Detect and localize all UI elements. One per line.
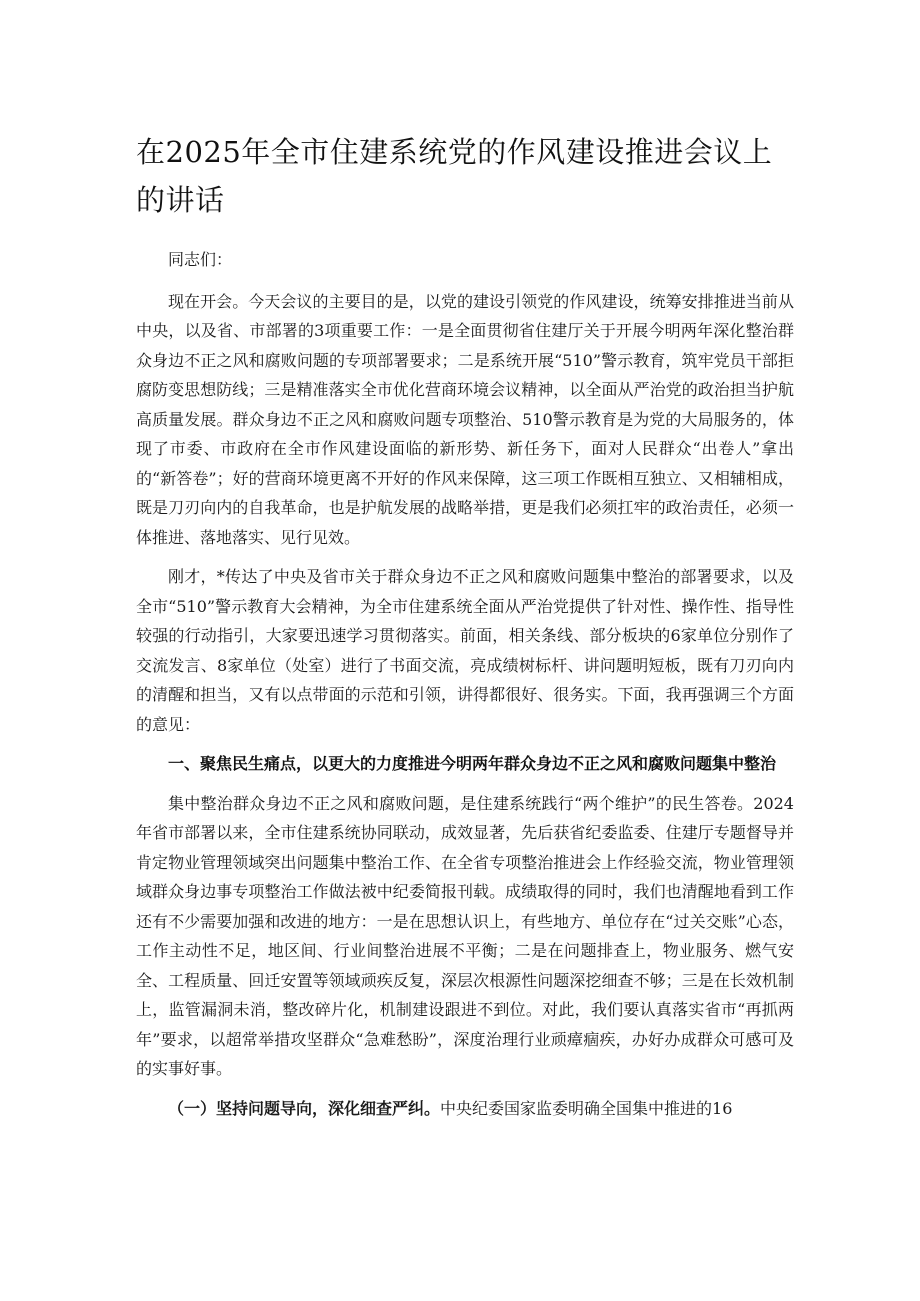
paragraph-section-1: 集中整治群众身边不正之风和腐败问题，是住建系统践行“两个维护”的民生答卷。2024年省市部署以来，全市住建系统协同联动，成效显著，先后获省纪委监委、住建厅专题督导并肯定物业管理领域突出问题集中整治工作、在全省专项整治推进会上作经验交流，物业管理领域群众身边事专项整治工作做法被中纪委简报刊载。成绩取得的同时，我们也清醒地看到工作还有不少需要加强和改进的地方：一是在思想认识上，有些地方、单位存在“过关交账”心态，工作主动性不足，地区间、行业间整治进展不平衡；二是在问题排查上，物业服务、燃气安全、工程质量、回迁安置等领域顽疾反复，深层次根源性问题深挖细查不够；三是在长效机制上，监管漏洞未消，整改碎片化，机制建设跟进不到位。对此，我们要认真落实省市“再抓两年”要求，以超常举措攻坚群众“急难愁盼”，深度治理行业顽瘴痼疾，办好办成群众可感可及的实事好事。 [136,793,794,1078]
subsection-heading-1: （一）坚持问题导向，深化细查严纠。 [168,1098,441,1118]
salutation: 同志们： [168,250,233,269]
paragraph-review: 刚才，*传达了中央及省市关于群众身边不正之风和腐败问题集中整治的部署要求，以及全市“510”警示教育大会精神，为全市住建系统全面从严治党提供了针对性、操作性、指导性较强的行动指引，大家要迅速学习贯彻落实。前面，相关条线、部分板块的6家单位分别作了交流发言、8家单位（处室）进行了书面交流，亮成绩树标杆、讲问题明短板，既有刀刃向内的清醒和担当，又有以点带面的示范和引领，讲得都很好、很务实。下面，我再强调三个方面的意见： [136,567,794,734]
document-body [136,245,794,1133]
section-heading-1: 一、聚焦民生痛点，以更大的力度推进今明两年群众身边不正之风和腐败问题集中整治 [168,754,777,773]
subsection-text-1: 中央纪委国家监委明确全国集中推进的16 [440,1098,733,1118]
document-title: 在2025年全市住建系统党的作风建设推进会议上的讲话 [136,135,773,217]
paragraph-opening: 现在开会。今天会议的主要目的是，以党的建设引领党的作风建设，统筹安排推进当前从中央，以及省、市部署的3项重要工作：一是全面贯彻省住建厅关于开展今明两年深化整治群众身边不正之风和腐败问题的专项部署要求；二是系统开展“510”警示教育，筑牢党员干部拒腐防变思想防线；三是精准落实全市优化营商环境会议精神，以全面从严治党的政治担当护航高质量发展。群众身边不正之风和腐败问题专项整治、510警示教育是为党的大局服务的，体现了市委、市政府在全市作风建设面临的新形势、新任务下，面对人民群众“出卷人”拿出的“新答卷”；好的营商环境更离不开好的作风来保障，这三项工作既相互独立、又相辅相成，既是刀刃向内的自我革命，也是护航发展的战略举措，更是我们必须扛牢的政治责任，必须一体推进、落地落实、见行见效。 [136,291,794,547]
subsection-paragraph-1 [136,1094,794,1124]
